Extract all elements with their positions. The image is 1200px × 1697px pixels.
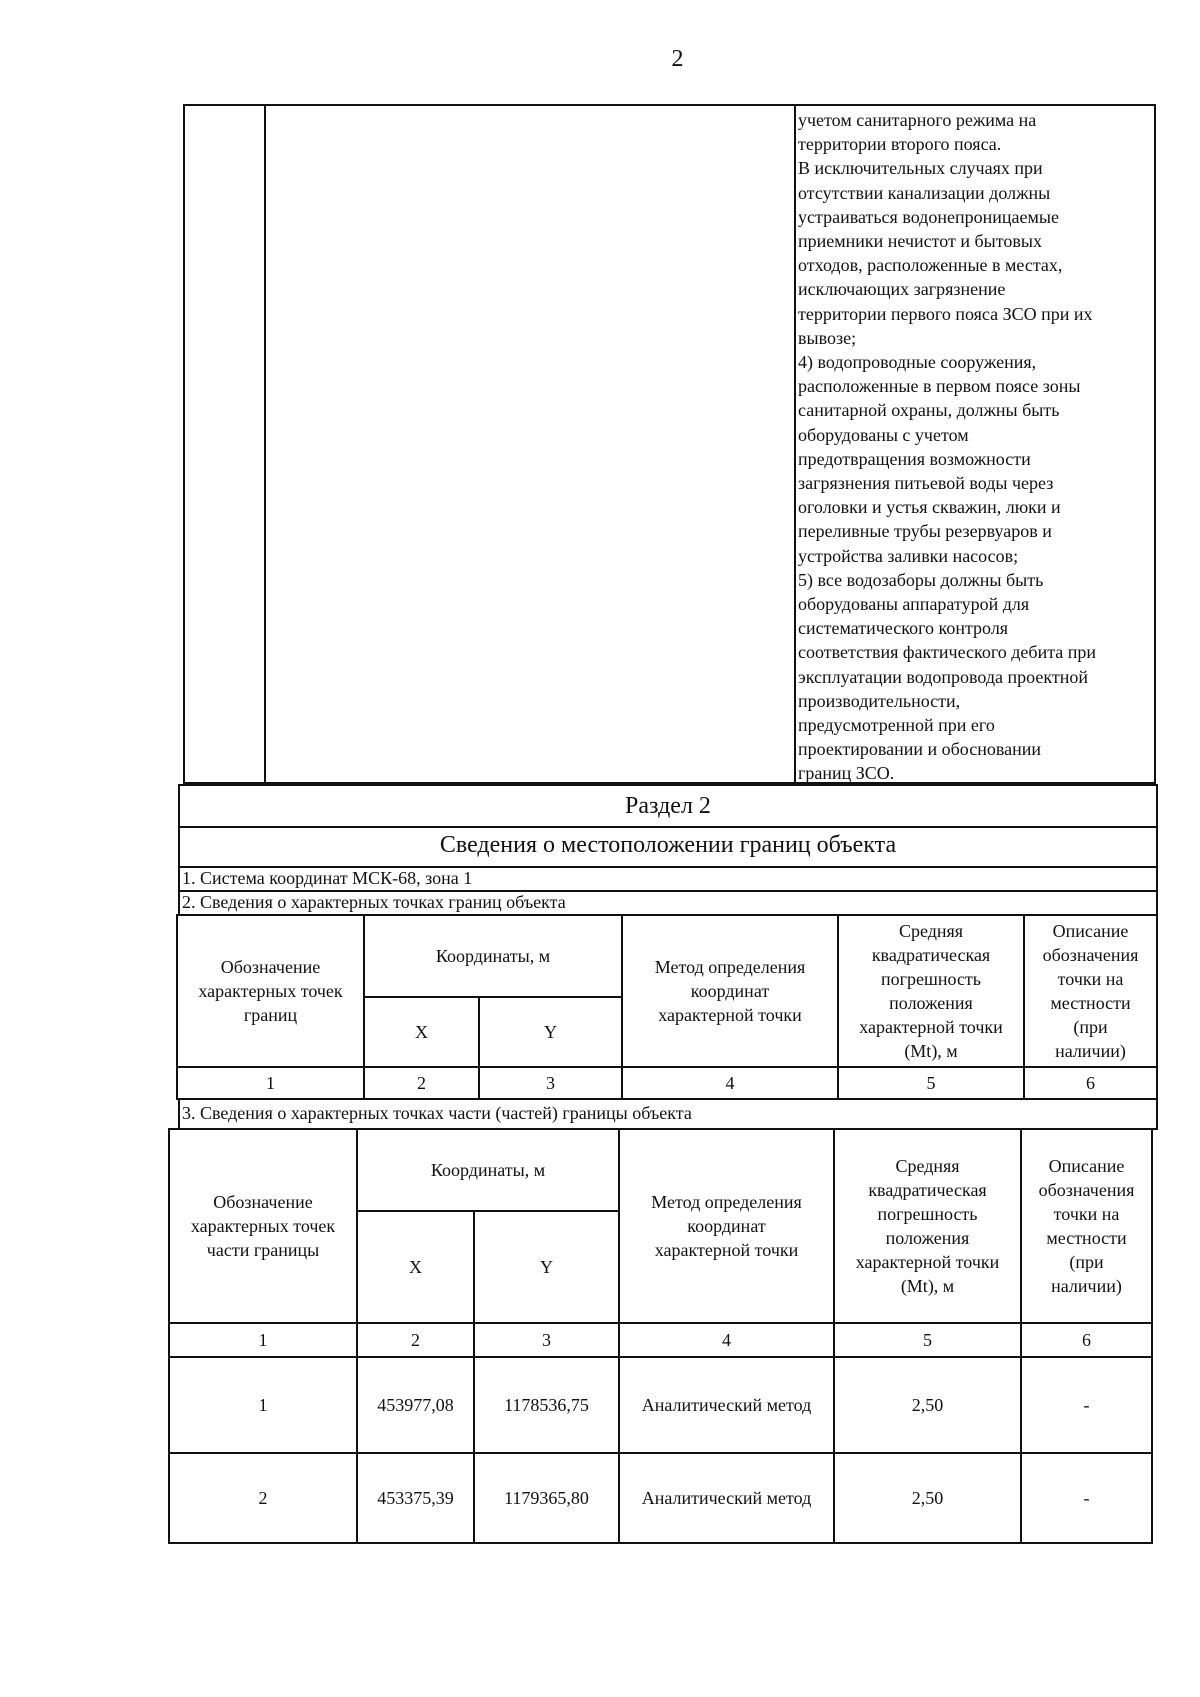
- points-table: [176, 914, 1158, 1100]
- header-coords: Координаты, м: [357, 1129, 619, 1211]
- error: 2,50: [834, 1453, 1021, 1543]
- header-description: Описание обозначения точки на местности (при наличии): [1021, 1129, 1152, 1323]
- description: -: [1021, 1357, 1152, 1453]
- header-x: X: [364, 997, 479, 1067]
- table-row: [169, 1357, 1152, 1453]
- col-number: 1: [169, 1323, 357, 1357]
- col-number: 2: [357, 1323, 474, 1357]
- parts-table: [168, 1128, 1153, 1544]
- requirements-text: учетом санитарного режима на территории второго пояса. В исключительных случаях при отсутствии канализации должны устраиваться водонепроницаемые приемники нечистот и бытовых отходов, расположенные в местах, исключающих загрязнение территории первого пояса ЗСО при их вывозе; 4) водопроводные сооружения, расположенные в первом поясе зоны санитарной охраны, должны быть оборудованы с учетом предотвращения возможности загрязнения питьевой воды через оголовки и устья скважин, люки и переливные трубы резервуаров и устройства заливки насосов; 5) все водозаборы должны быть оборудованы аппаратурой для систематического контроля соответствия фактического дебита при эксплуатации водопровода проектной производительности, предусмотренной при его проектировании и обосновании границ ЗСО.: [798, 110, 1097, 784]
- header-y: Y: [474, 1211, 619, 1323]
- column-divider: [264, 106, 266, 782]
- section-subtitle: Сведения о местоположении границ объекта: [439, 832, 897, 858]
- header-method: Метод определения координат характерной точки: [622, 915, 838, 1067]
- method: Аналитический метод: [619, 1357, 834, 1453]
- header-designation: Обозначение характерных точек части границы: [169, 1129, 357, 1323]
- header-y: Y: [479, 997, 622, 1067]
- table-row: [169, 1453, 1152, 1543]
- col-number: 2: [364, 1067, 479, 1099]
- col-number: 6: [1021, 1323, 1152, 1357]
- point-number: 2: [169, 1453, 357, 1543]
- error: 2,50: [834, 1357, 1021, 1453]
- col-number: 5: [838, 1067, 1024, 1099]
- col-number: 4: [622, 1067, 838, 1099]
- col-number: 3: [479, 1067, 622, 1099]
- header-description: Описание обозначения точки на местности (при наличии): [1024, 915, 1157, 1067]
- header-designation: Обозначение характерных точек границ: [177, 915, 364, 1067]
- header-error: Средняя квадратическая погрешность положения характерной точки (Mt), м: [838, 915, 1024, 1067]
- description: -: [1021, 1453, 1152, 1543]
- coord-x: 453375,39: [357, 1453, 474, 1543]
- page-number: 2: [671, 46, 684, 72]
- col-number: 3: [474, 1323, 619, 1357]
- header-method: Метод определения координат характерной точки: [619, 1129, 834, 1323]
- col-number: 5: [834, 1323, 1021, 1357]
- coord-y: 1179365,80: [474, 1453, 619, 1543]
- col-number: 6: [1024, 1067, 1157, 1099]
- method: Аналитический метод: [619, 1453, 834, 1543]
- header-coords: Координаты, м: [364, 915, 622, 997]
- coord-x: 453977,08: [357, 1357, 474, 1453]
- points-heading: 2. Сведения о характерных точках границ объекта: [178, 892, 1158, 916]
- continuation-table: [183, 104, 1156, 784]
- header-error: Средняя квадратическая погрешность положения характерной точки (Mt), м: [834, 1129, 1021, 1323]
- col-number: 4: [619, 1323, 834, 1357]
- point-number: 1: [169, 1357, 357, 1453]
- section-subtitle-box: [178, 826, 1158, 868]
- col-number: 1: [177, 1067, 364, 1099]
- header-x: X: [357, 1211, 474, 1323]
- coord-system: 1. Система координат МСК-68, зона 1: [178, 868, 1158, 892]
- parts-heading: 3. Сведения о характерных точках части (частей) границы объекта: [178, 1098, 1158, 1130]
- section-title-box: [178, 784, 1158, 828]
- column-divider: [794, 106, 796, 782]
- section-title: Раздел 2: [625, 793, 711, 819]
- coord-y: 1178536,75: [474, 1357, 619, 1453]
